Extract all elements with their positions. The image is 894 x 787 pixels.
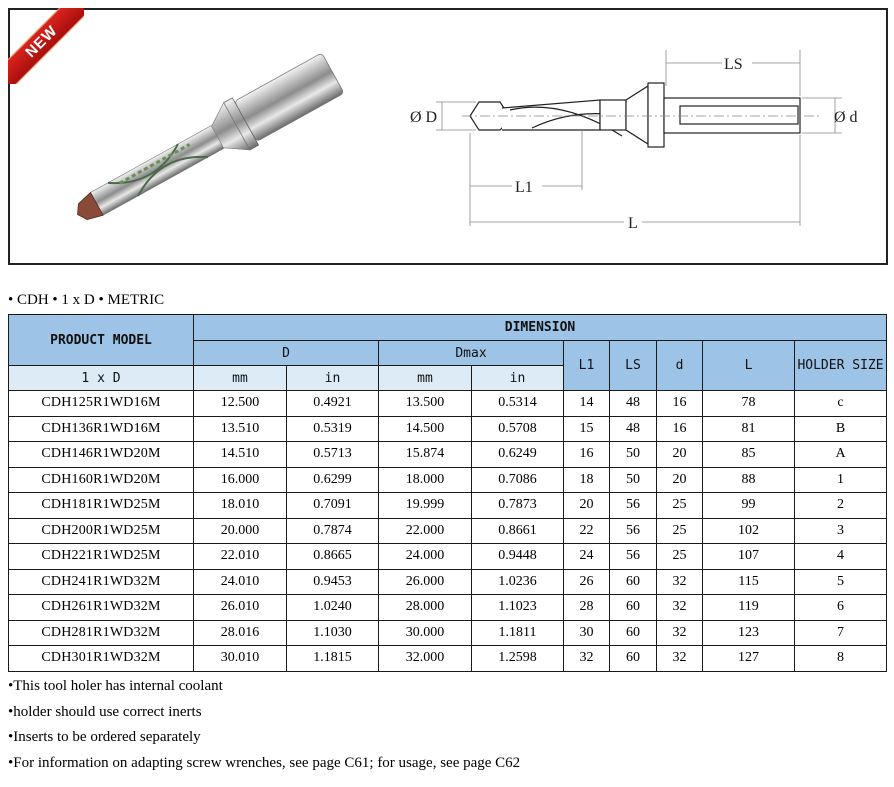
cell-d-in: 0.7874 xyxy=(287,518,379,544)
header-Dmax: Dmax xyxy=(379,341,564,366)
cell-d: 16 xyxy=(657,391,703,417)
cell-d-mm: 22.010 xyxy=(194,544,287,570)
cell-d-mm: 26.010 xyxy=(194,595,287,621)
cell-d-in: 0.5319 xyxy=(287,416,379,442)
cell-ls: 56 xyxy=(610,544,657,570)
cell-l: 78 xyxy=(703,391,795,417)
cell-holder: A xyxy=(795,442,887,468)
notes-list xyxy=(8,676,520,778)
cell-d-mm: 18.010 xyxy=(194,493,287,519)
cell-l: 99 xyxy=(703,493,795,519)
cell-ls: 60 xyxy=(610,620,657,646)
note-item: •Inserts to be ordered separately xyxy=(8,729,201,745)
cell-model: CDH200R1WD25M xyxy=(9,518,194,544)
cell-holder: B xyxy=(795,416,887,442)
cell-d-mm: 12.500 xyxy=(194,391,287,417)
cell-dmax-mm: 28.000 xyxy=(379,595,472,621)
L1-label: L1 xyxy=(515,179,533,196)
cell-dmax-mm: 26.000 xyxy=(379,569,472,595)
cell-ls: 60 xyxy=(610,569,657,595)
cell-dmax-in: 0.5314 xyxy=(472,391,564,417)
cell-l: 81 xyxy=(703,416,795,442)
table-row xyxy=(9,569,887,595)
cell-d: 32 xyxy=(657,569,703,595)
cell-d-in: 0.6299 xyxy=(287,467,379,493)
cell-d: 32 xyxy=(657,620,703,646)
cell-l1: 18 xyxy=(564,467,610,493)
cell-model: CDH221R1WD25M xyxy=(9,544,194,570)
cell-dmax-in: 0.6249 xyxy=(472,442,564,468)
cell-d: 25 xyxy=(657,544,703,570)
diameter-D-label: Ø D xyxy=(410,109,438,126)
cell-ls: 60 xyxy=(610,595,657,621)
cell-holder: 3 xyxy=(795,518,887,544)
cell-l1: 26 xyxy=(564,569,610,595)
cell-l: 85 xyxy=(703,442,795,468)
cell-dmax-mm: 15.874 xyxy=(379,442,472,468)
cell-dmax-in: 1.2598 xyxy=(472,646,564,672)
cell-dmax-mm: 18.000 xyxy=(379,467,472,493)
table-row xyxy=(9,595,887,621)
cell-l1: 15 xyxy=(564,416,610,442)
cell-dmax-in: 0.7873 xyxy=(472,493,564,519)
note-item: •This tool holer has internal coolant xyxy=(8,678,223,694)
cell-d: 32 xyxy=(657,646,703,672)
cell-dmax-mm: 13.500 xyxy=(379,391,472,417)
cell-d: 16 xyxy=(657,416,703,442)
spec-table xyxy=(8,314,887,672)
L-label: L xyxy=(628,215,638,232)
cell-l1: 28 xyxy=(564,595,610,621)
header-L: L xyxy=(703,341,795,391)
cell-d-mm: 28.016 xyxy=(194,620,287,646)
cell-model: CDH281R1WD32M xyxy=(9,620,194,646)
cell-d-mm: 30.010 xyxy=(194,646,287,672)
header-D-mm: mm xyxy=(194,366,287,391)
cell-l: 123 xyxy=(703,620,795,646)
cell-l1: 14 xyxy=(564,391,610,417)
cell-ls: 56 xyxy=(610,493,657,519)
cell-l: 115 xyxy=(703,569,795,595)
cell-model: CDH241R1WD32M xyxy=(9,569,194,595)
cell-d-mm: 13.510 xyxy=(194,416,287,442)
cell-holder: 7 xyxy=(795,620,887,646)
cell-l: 119 xyxy=(703,595,795,621)
table-row xyxy=(9,544,887,570)
cell-ls: 50 xyxy=(610,442,657,468)
cell-dmax-mm: 14.500 xyxy=(379,416,472,442)
technical-drawing xyxy=(402,38,882,238)
cell-d-mm: 24.010 xyxy=(194,569,287,595)
cell-dmax-in: 0.7086 xyxy=(472,467,564,493)
cell-ls: 56 xyxy=(610,518,657,544)
header-d: d xyxy=(657,341,703,391)
note-item: •For information on adapting screw wrenches, see page C61; for usage, see page C62 xyxy=(8,754,521,771)
cell-l1: 30 xyxy=(564,620,610,646)
header-LS: LS xyxy=(610,341,657,391)
cell-d-mm: 20.000 xyxy=(194,518,287,544)
header-model-sub: 1 x D xyxy=(9,366,194,391)
table-row xyxy=(9,442,887,468)
cell-d-in: 1.1030 xyxy=(287,620,379,646)
cell-dmax-in: 1.1811 xyxy=(472,620,564,646)
section-title: • CDH • 1 x D • METRIC xyxy=(8,292,165,308)
cell-model: CDH261R1WD32M xyxy=(9,595,194,621)
table-row xyxy=(9,646,887,672)
cell-ls: 60 xyxy=(610,646,657,672)
new-badge-label: NEW xyxy=(8,8,84,84)
table-row xyxy=(9,493,887,519)
cell-d-in: 1.1815 xyxy=(287,646,379,672)
header-D: D xyxy=(194,341,379,366)
cell-dmax-in: 1.0236 xyxy=(472,569,564,595)
table-row xyxy=(9,391,887,417)
table-row xyxy=(9,416,887,442)
cell-dmax-mm: 30.000 xyxy=(379,620,472,646)
cell-l1: 24 xyxy=(564,544,610,570)
table-row xyxy=(9,620,887,646)
cell-model: CDH146R1WD20M xyxy=(9,442,194,468)
cell-l1: 16 xyxy=(564,442,610,468)
note-item: •holder should use correct inerts xyxy=(8,703,202,720)
product-figure xyxy=(8,8,888,265)
cell-d-in: 0.4921 xyxy=(287,391,379,417)
cell-d-in: 0.5713 xyxy=(287,442,379,468)
cell-dmax-in: 0.9448 xyxy=(472,544,564,570)
cell-d: 25 xyxy=(657,493,703,519)
cell-holder: 8 xyxy=(795,646,887,672)
cell-ls: 48 xyxy=(610,391,657,417)
cell-d-in: 0.7091 xyxy=(287,493,379,519)
cell-dmax-in: 0.5708 xyxy=(472,416,564,442)
LS-label: LS xyxy=(724,56,743,73)
header-holder-size: HOLDER SIZE xyxy=(795,341,887,391)
cell-model: CDH125R1WD16M xyxy=(9,391,194,417)
cell-ls: 50 xyxy=(610,467,657,493)
header-Dmax-mm: mm xyxy=(379,366,472,391)
cell-d-in: 1.0240 xyxy=(287,595,379,621)
cell-l: 102 xyxy=(703,518,795,544)
table-row xyxy=(9,467,887,493)
cell-holder: 2 xyxy=(795,493,887,519)
cell-dmax-mm: 19.999 xyxy=(379,493,472,519)
cell-d-mm: 16.000 xyxy=(194,467,287,493)
cell-l: 88 xyxy=(703,467,795,493)
header-dimension: DIMENSION xyxy=(194,315,887,341)
cell-ls: 48 xyxy=(610,416,657,442)
cell-d-mm: 14.510 xyxy=(194,442,287,468)
cell-d-in: 0.8665 xyxy=(287,544,379,570)
cell-holder: c xyxy=(795,391,887,417)
cell-l1: 22 xyxy=(564,518,610,544)
cell-dmax-mm: 24.000 xyxy=(379,544,472,570)
cell-model: CDH136R1WD16M xyxy=(9,416,194,442)
cell-d-in: 0.9453 xyxy=(287,569,379,595)
cell-dmax-mm: 32.000 xyxy=(379,646,472,672)
cell-dmax-in: 0.8661 xyxy=(472,518,564,544)
cell-model: CDH181R1WD25M xyxy=(9,493,194,519)
cell-holder: 5 xyxy=(795,569,887,595)
header-D-in: in xyxy=(287,366,379,391)
cell-holder: 1 xyxy=(795,467,887,493)
cell-holder: 4 xyxy=(795,544,887,570)
product-photo xyxy=(40,30,380,250)
cell-model: CDH160R1WD20M xyxy=(9,467,194,493)
cell-l: 107 xyxy=(703,544,795,570)
cell-l1: 32 xyxy=(564,646,610,672)
diameter-d-label: Ø d xyxy=(834,109,858,126)
cell-dmax-mm: 22.000 xyxy=(379,518,472,544)
cell-d: 20 xyxy=(657,442,703,468)
cell-model: CDH301R1WD32M xyxy=(9,646,194,672)
cell-l: 127 xyxy=(703,646,795,672)
table-row xyxy=(9,518,887,544)
cell-d: 32 xyxy=(657,595,703,621)
cell-holder: 6 xyxy=(795,595,887,621)
header-product-model: PRODUCT MODEL xyxy=(9,315,194,366)
cell-l1: 20 xyxy=(564,493,610,519)
header-L1: L1 xyxy=(564,341,610,391)
cell-dmax-in: 1.1023 xyxy=(472,595,564,621)
header-Dmax-in: in xyxy=(472,366,564,391)
cell-d: 20 xyxy=(657,467,703,493)
cell-d: 25 xyxy=(657,518,703,544)
